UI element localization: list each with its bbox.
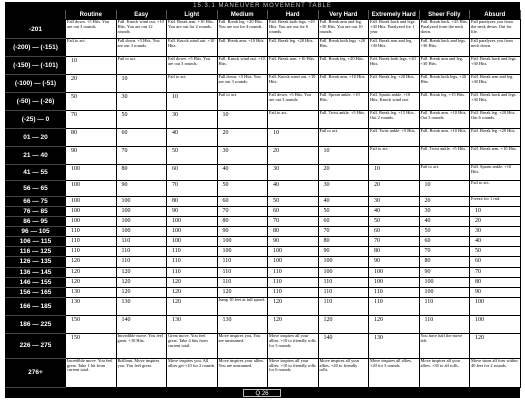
result-value-cell: 120 (167, 287, 218, 297)
result-value-cell: 70 (66, 111, 117, 129)
result-text-cell: Fall. Break both legs. +20 Hits. (318, 39, 369, 57)
roll-range-cell: 186 — 225 (6, 315, 66, 333)
result-text-cell: Jump 10 feet at full speed. (217, 297, 268, 315)
result-value-cell: 100 (369, 267, 420, 277)
roll-range-cell: 276+ (6, 358, 66, 387)
result-value-cell: 50 (167, 147, 218, 165)
result-text-cell: Fail to act. (167, 75, 218, 93)
header-difficulty: Sheer Folly (419, 11, 470, 20)
header-difficulty: Extremely Hard (369, 11, 420, 20)
result-value-cell: 60 (470, 257, 521, 267)
result-value-cell: 10 (116, 75, 167, 93)
result-value-cell: 100 (318, 267, 369, 277)
result-value-cell: 10 (470, 206, 521, 216)
roll-range-cell: (-50) — (-26) (6, 93, 66, 111)
result-value-cell: 90 (470, 287, 521, 297)
roll-range-cell: 86 — 95 (6, 216, 66, 226)
result-value-cell: 20 (217, 129, 268, 147)
result-value-cell: 40 (419, 216, 470, 226)
roll-range-cell: -201 (6, 20, 66, 39)
result-value-cell: 100 (167, 237, 218, 247)
result-value-cell: 90 (66, 147, 117, 165)
result-text-cell: Fall. Break back and legs. +30 Hits. (470, 93, 521, 111)
result-value-cell: 120 (66, 257, 117, 267)
result-value-cell: 100 (116, 216, 167, 226)
result-value-cell: 10 (369, 165, 420, 181)
roll-range-cell: 116 — 125 (6, 247, 66, 257)
result-text-cell: Fall. Sprain ankle. +10 Hits. Knock wind out. (369, 93, 420, 111)
result-value-cell: 30 (369, 196, 420, 206)
roll-range-cell: (-150) — (-101) (6, 57, 66, 75)
result-value-cell: 40 (217, 165, 268, 181)
result-value-cell: 50 (268, 196, 319, 206)
result-value-cell: 110 (318, 297, 369, 315)
result-text-cell: Fall. Break leg. +20 Hits. (470, 129, 521, 147)
result-value-cell: 120 (318, 315, 369, 333)
result-value-cell: 40 (167, 129, 218, 147)
header-difficulty: Medium (217, 11, 268, 20)
result-value-cell: 110 (66, 227, 117, 237)
table-row (6, 57, 521, 75)
result-text-cell: Fall. Break leg. +20 Hits. (318, 57, 369, 75)
result-text-cell: Incredible move. You feel great. +10 Hits. (116, 333, 167, 358)
page-footer (5, 388, 520, 398)
roll-range-cell: 41 — 55 (6, 165, 66, 181)
result-value-cell: 70 (217, 206, 268, 216)
header-difficulty: Light (167, 11, 218, 20)
result-value-cell: 10 (419, 180, 470, 196)
roll-range-cell: 76 — 85 (6, 206, 66, 216)
header-difficulty: Very Hard (318, 11, 369, 20)
result-value-cell: 110 (268, 267, 319, 277)
result-value-cell: 10 (318, 147, 369, 165)
result-text-cell: Fail to act. (217, 93, 268, 111)
result-value-cell: 120 (268, 297, 319, 315)
result-text-cell: Fall paralyzes you from the neck down. Out for life. (470, 20, 521, 39)
result-text-cell: Fall. Knock wind out. +10 Hits. (268, 75, 319, 93)
roll-range-cell: (-25) — 0 (6, 111, 66, 129)
result-value-cell: 100 (116, 206, 167, 216)
table-title: 15.3.1 MANEUVER MOVEMENT TABLE (5, 2, 520, 10)
table-row (6, 277, 521, 287)
result-text-cell: Move inspires your allies. You are unstunned. (217, 358, 268, 387)
result-value-cell: 30 (217, 147, 268, 165)
result-text-cell: Fall. Break arm. +10 Hits. (268, 57, 319, 75)
result-value-cell: 50 (318, 206, 369, 216)
result-value-cell: 150 (66, 333, 117, 358)
result-value-cell: 100 (369, 277, 420, 287)
roll-range-cell: 96 — 105 (6, 227, 66, 237)
header-roll-column (6, 11, 66, 20)
result-text-cell: Fall. Break leg. +20 Hits. Out 6 rounds. (470, 111, 521, 129)
result-text-cell: Move inspires all your allies. +30 to all rolls. (419, 358, 470, 387)
roll-range-cell: 126 — 135 (6, 257, 66, 267)
table-row (6, 267, 521, 277)
result-value-cell: 40 (470, 237, 521, 247)
roll-range-cell: 156 — 165 (6, 287, 66, 297)
result-value-cell: 20 (419, 196, 470, 206)
result-text-cell: Fall. Knock wind out. +10 Hits. (167, 39, 218, 57)
result-value-cell: 110 (116, 257, 167, 267)
result-value-cell: 80 (217, 216, 268, 226)
result-text-cell: Move inspires all allies. +20 for 3 rounds. (369, 358, 420, 387)
result-value-cell: 20 (268, 147, 319, 165)
result-value-cell: 130 (217, 315, 268, 333)
roll-range-cell: 166 — 185 (6, 297, 66, 315)
result-value-cell: 100 (66, 216, 117, 226)
result-text-cell: Move inspires all your allies. +10 to friendly rolls for 3 rounds. (268, 333, 319, 358)
result-value-cell: 120 (470, 333, 521, 358)
result-text-cell: Fall. Break arm. +10 Hits. Out 3 rounds. (419, 111, 470, 129)
result-value-cell: 110 (217, 277, 268, 287)
table-row (6, 297, 521, 315)
result-value-cell: 20 (470, 216, 521, 226)
result-value-cell: 90 (369, 257, 420, 267)
result-text-cell: Fail to act. (66, 39, 117, 57)
result-text-cell: Fall. Break arm. +10 Hits. (318, 75, 369, 93)
result-text-cell: Fall. Break both legs. +20 Hits. (419, 75, 470, 93)
result-value-cell: 50 (369, 216, 420, 226)
result-value-cell: 120 (66, 277, 117, 287)
result-value-cell: 110 (419, 315, 470, 333)
result-value-cell: 110 (318, 287, 369, 297)
result-value-cell: 120 (369, 315, 420, 333)
table-row (6, 257, 521, 267)
result-value-cell: 50 (470, 247, 521, 257)
roll-range-cell: (-200) — (-151) (6, 39, 66, 57)
table-row (6, 196, 521, 206)
roll-range-cell: 146 — 155 (6, 277, 66, 287)
result-value-cell: 30 (116, 93, 167, 111)
result-value-cell: 120 (66, 267, 117, 277)
roll-range-cell: 56 — 65 (6, 180, 66, 196)
result-value-cell: 60 (116, 129, 167, 147)
table-row (6, 147, 521, 165)
result-value-cell: 100 (167, 216, 218, 226)
result-text-cell: Fall. Twist ankle. +5 Hits. (419, 147, 470, 165)
result-value-cell: 30 (470, 227, 521, 237)
result-value-cell: 50 (116, 111, 167, 129)
result-text-cell: Fail to act. (470, 180, 521, 196)
result-value-cell: 120 (116, 287, 167, 297)
result-value-cell: 40 (268, 180, 319, 196)
result-value-cell: 120 (217, 287, 268, 297)
result-value-cell: 90 (217, 227, 268, 237)
result-value-cell: 100 (268, 257, 319, 267)
result-text-cell: Freeze for 1 rnd. (470, 196, 521, 206)
result-value-cell: 110 (318, 277, 369, 287)
result-value-cell: 90 (268, 237, 319, 247)
table-row (6, 129, 521, 147)
result-text-cell: Fall. Break leg. +20 Hits. (268, 39, 319, 57)
header-difficulty: Hard (268, 11, 319, 20)
roll-range-cell: (-100) — (-51) (6, 75, 66, 93)
header-difficulty: Absurd (470, 11, 521, 20)
result-value-cell: 80 (268, 227, 319, 237)
result-value-cell: 100 (217, 247, 268, 257)
result-text-cell: Fall. Break leg. +20 Hits. You are out for 4 rounds. (217, 20, 268, 39)
result-value-cell: 100 (66, 196, 117, 206)
result-value-cell: 90 (419, 267, 470, 277)
result-text-cell: Fall down. +5 Hits. You are out 3 rounds. (167, 57, 218, 75)
result-value-cell: 140 (318, 333, 369, 358)
result-text-cell: Fall. Break back. +25 Hits. Paralyzed from the neck down. (419, 20, 470, 39)
result-text-cell: Fall. Break leg. +15 Hits. Out 2 rounds. (369, 111, 420, 129)
result-value-cell: 140 (116, 315, 167, 333)
table-row (6, 287, 521, 297)
result-text-cell: Fall. Break back and legs. +30 Hits. Paralyzed for 1 year. (369, 20, 420, 39)
header-difficulty: Routine (66, 11, 117, 20)
result-value-cell: 60 (268, 206, 319, 216)
result-text-cell: Fall. Sprain ankle. +10 Hits. (470, 165, 521, 181)
result-text-cell: Brilliant. Move inspires you. You feel great. (116, 358, 167, 387)
result-text-cell: Fall. Knock wind out. +10 Hits. (217, 57, 268, 75)
result-text-cell: Move stuns all foes within 40 feet for 2 rounds. (470, 358, 521, 387)
result-text-cell: Fail to act. (419, 165, 470, 181)
result-text-cell: Fail to act. (369, 147, 420, 165)
result-value-cell: 110 (66, 247, 117, 257)
result-value-cell: 70 (268, 216, 319, 226)
result-value-cell: 80 (470, 277, 521, 287)
table-row (6, 20, 521, 39)
roll-range-cell: 01 — 20 (6, 129, 66, 147)
table-row (6, 180, 521, 196)
result-value-cell: 100 (167, 227, 218, 237)
result-text-cell: Fall. Break leg. +20 Hits. (369, 75, 420, 93)
result-value-cell: 80 (116, 165, 167, 181)
result-value-cell: 60 (318, 216, 369, 226)
result-text-cell: Great move. You feel great. Take 4 hits from current total. (167, 333, 218, 358)
result-value-cell: 10 (217, 111, 268, 129)
result-text-cell: Fail to act. (268, 111, 319, 129)
result-value-cell: 100 (419, 287, 470, 297)
table-row (6, 315, 521, 333)
roll-range-cell: 106 — 115 (6, 237, 66, 247)
result-value-cell: 120 (167, 277, 218, 287)
result-value-cell: 70 (419, 247, 470, 257)
result-text-cell: Fall paralyzes you from neck down. (470, 39, 521, 57)
result-text-cell: Fall down. +5 Hits. You are out 3 rounds. (217, 75, 268, 93)
result-value-cell: 20 (318, 165, 369, 181)
result-text-cell: Move inspires you. You are unstunned. (217, 333, 268, 358)
result-text-cell: Fall down. +5 Hits. You are out 3 rounds. (66, 20, 117, 39)
result-value-cell: 70 (318, 227, 369, 237)
result-value-cell: 110 (217, 267, 268, 277)
result-value-cell: 120 (116, 277, 167, 287)
result-text-cell: Move inspires you. All allies get +10 for 2 rounds. (167, 358, 218, 387)
result-text-cell: Fall. Knock wind out. +10 Hits. You are out 12 rounds. (116, 20, 167, 39)
result-value-cell: 110 (369, 297, 420, 315)
result-value-cell: 10 (268, 129, 319, 147)
roll-range-cell: 66 — 75 (6, 196, 66, 206)
result-value-cell: 60 (369, 227, 420, 237)
result-value-cell: 100 (470, 297, 521, 315)
result-text-cell: Fall. Break back and legs. +30 Hits. (419, 39, 470, 57)
result-text-cell: Fall. Break leg. +15 Hits. (419, 93, 470, 111)
result-value-cell: 100 (268, 247, 319, 257)
result-value-cell: 20 (369, 180, 420, 196)
header-row (6, 11, 521, 20)
result-value-cell: 100 (470, 315, 521, 333)
table-row (6, 216, 521, 226)
result-value-cell: 110 (419, 297, 470, 315)
table-row (6, 247, 521, 257)
result-text-cell: Fail to act. (318, 129, 369, 147)
result-text-cell: You have half the move left. (419, 333, 470, 358)
result-value-cell: 100 (66, 206, 117, 216)
result-text-cell: Fall down. +5 Hits. You are out 3 rounds. (268, 93, 319, 111)
result-text-cell: Fall. Break arm and leg. +30 Hits. (470, 75, 521, 93)
result-value-cell: 90 (167, 206, 218, 216)
table-row (6, 358, 521, 387)
result-text-cell: Fall. Break both legs. +20 Hits. (369, 57, 420, 75)
result-value-cell: 60 (419, 237, 470, 247)
result-value-cell: 80 (167, 196, 218, 206)
result-value-cell: 80 (369, 247, 420, 257)
result-value-cell: 100 (116, 196, 167, 206)
result-value-cell: 110 (167, 257, 218, 267)
page-number: Q 26 (243, 389, 281, 397)
result-value-cell: 90 (318, 247, 369, 257)
result-value-cell: 70 (369, 237, 420, 247)
result-value-cell: 110 (167, 247, 218, 257)
result-text-cell: Fall. Twist ankle. +5 Hits. (369, 129, 420, 147)
result-value-cell: 130 (116, 297, 167, 315)
table-row (6, 165, 521, 181)
result-value-cell: 70 (470, 267, 521, 277)
result-value-cell: 50 (217, 180, 268, 196)
result-value-cell: 100 (116, 227, 167, 237)
result-text-cell: Move inspires all your allies. +10 to friendly rolls for 6 rounds. (268, 358, 319, 387)
result-value-cell: 100 (419, 277, 470, 287)
table-row (6, 111, 521, 129)
result-value-cell: 50 (419, 227, 470, 237)
result-value-cell: 130 (167, 315, 218, 333)
result-value-cell: 60 (167, 165, 218, 181)
result-value-cell: 120 (167, 297, 218, 315)
result-value-cell: 100 (66, 180, 117, 196)
result-value-cell: 80 (419, 257, 470, 267)
result-value-cell: 40 (369, 206, 420, 216)
table-row (6, 39, 521, 57)
result-value-cell: 50 (66, 93, 117, 111)
result-value-cell: 110 (116, 237, 167, 247)
result-value-cell: 120 (116, 267, 167, 277)
result-text-cell: Fail to act. (116, 57, 167, 75)
result-text-cell: Fall. Break arm. +10 Hits. (419, 129, 470, 147)
roll-range-cell: 136 — 145 (6, 267, 66, 277)
document-page (5, 2, 520, 398)
result-value-cell: 70 (167, 180, 218, 196)
result-value-cell: 30 (318, 180, 369, 196)
table-row (6, 237, 521, 247)
roll-range-cell: 226 — 275 (6, 333, 66, 358)
result-value-cell: 130 (66, 287, 117, 297)
result-text-cell: Fall down. +5 Hits. You are out 3 rounds. (116, 39, 167, 57)
result-value-cell: 40 (318, 196, 369, 206)
result-value-cell: 30 (268, 165, 319, 181)
result-value-cell: 10 (66, 57, 117, 75)
result-text-cell: Fall. Break back and legs. +30 Hits. (470, 57, 521, 75)
result-value-cell: 80 (318, 237, 369, 247)
result-value-cell: 110 (167, 267, 218, 277)
table-row (6, 227, 521, 237)
result-text-cell: Fall. Sprain ankle. +10 Hits. (318, 93, 369, 111)
result-text-cell: Move inspires all your allies. +20 to friendly rolls. (318, 358, 369, 387)
result-text-cell: Fall. Break arm. +10 Hits. (217, 39, 268, 57)
table-row (6, 75, 521, 93)
result-value-cell: 110 (268, 287, 319, 297)
result-value-cell: 30 (419, 206, 470, 216)
roll-range-cell: 21 — 40 (6, 147, 66, 165)
result-value-cell: 70 (116, 147, 167, 165)
result-value-cell: 100 (66, 165, 117, 181)
result-text-cell: Fall. Break arm and leg. +30 Hits. You are out 10 rounds. (318, 20, 369, 39)
result-text-cell: Fall. Break arm and leg. +30 Hits. (419, 57, 470, 75)
result-text-cell: Incredible move. You feel great. Take 1 hit from current total. (66, 358, 117, 387)
result-value-cell: 110 (369, 287, 420, 297)
result-value-cell: 110 (217, 257, 268, 267)
result-text-cell: Fall. Break both legs. +20 Hits. You are out for 6 rounds. (268, 20, 319, 39)
result-value-cell: 20 (66, 75, 117, 93)
result-value-cell: 110 (268, 277, 319, 287)
result-value-cell: 110 (116, 247, 167, 257)
result-text-cell: Fall. Twist ankle. +5 Hits. (318, 111, 369, 129)
result-value-cell: 100 (217, 237, 268, 247)
result-text-cell: Fall. Break arm. +10 Hits. You are out for 2 rounds. (167, 20, 218, 39)
result-value-cell: 100 (318, 257, 369, 267)
result-text-cell: Fall. Break arm and leg. +30 Hits. (369, 39, 420, 57)
result-value-cell: 10 (167, 93, 218, 111)
result-value-cell: 150 (66, 315, 117, 333)
result-value-cell: 30 (167, 111, 218, 129)
result-value-cell: 90 (116, 180, 167, 196)
result-value-cell: 60 (217, 196, 268, 206)
result-value-cell: 130 (66, 297, 117, 315)
result-text-cell: Fall. Break arm. +10 Hits. (470, 147, 521, 165)
header-difficulty: Easy (116, 11, 167, 20)
table-body (6, 20, 521, 388)
table-row (6, 93, 521, 111)
maneuver-movement-table (5, 10, 521, 388)
result-value-cell: 120 (268, 315, 319, 333)
result-value-cell: 130 (369, 333, 420, 358)
result-value-cell: 80 (66, 129, 117, 147)
table-row (6, 333, 521, 358)
result-value-cell: 110 (66, 237, 117, 247)
table-row (6, 206, 521, 216)
